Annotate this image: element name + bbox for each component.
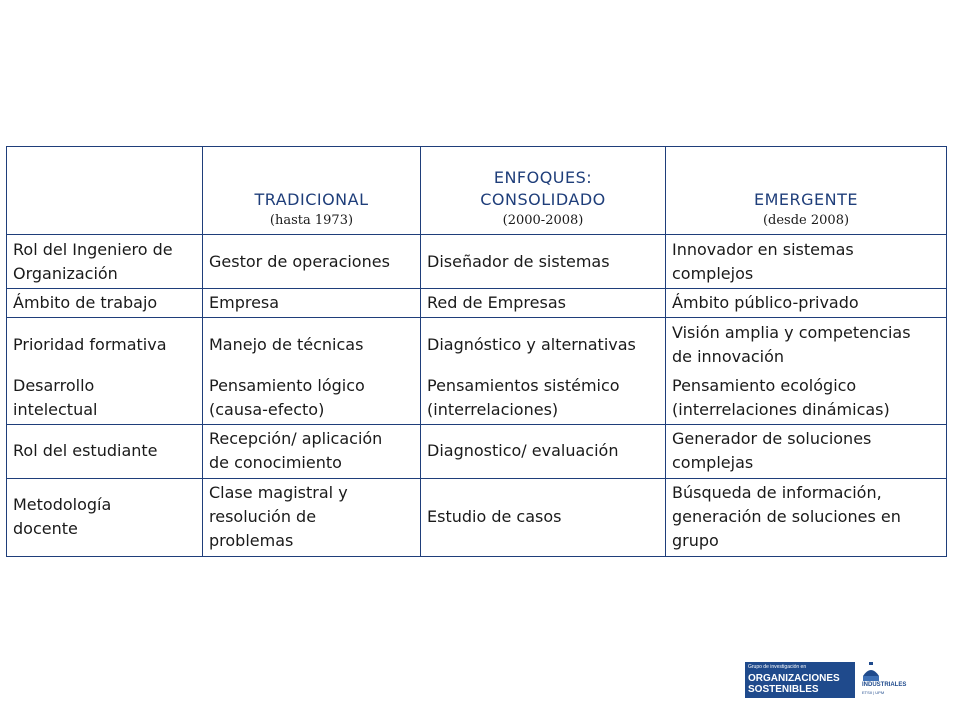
- cell-consolidated: Red de Empresas: [421, 289, 666, 318]
- header-row: [7, 147, 947, 235]
- cell-traditional: Gestor de operaciones: [203, 235, 421, 289]
- logo-line1: ORGANIZACIONES: [748, 673, 840, 684]
- header-traditional: [203, 147, 421, 235]
- cell-traditional: Manejo de técnicas: [203, 318, 421, 372]
- table-row: [7, 478, 947, 556]
- table-row: [7, 235, 947, 289]
- cell-traditional: Clase magistral y resolución de problemas: [203, 478, 421, 556]
- cell-consolidated: Diagnóstico y alternativas: [421, 318, 666, 372]
- cell-traditional: Pensamiento lógico (causa-efecto): [203, 372, 421, 425]
- logo-right-line1: INDUSTRIALES: [862, 682, 907, 688]
- cell-emergent: Ámbito público-privado: [666, 289, 947, 318]
- logo-line2: SOSTENIBLES: [748, 684, 819, 695]
- logo-blue-box: [745, 662, 855, 698]
- cell-consolidated: Diseñador de sistemas: [421, 235, 666, 289]
- header-traditional-title: TRADICIONAL: [254, 190, 369, 209]
- header-emergent-sub: (desde 2008): [762, 213, 850, 228]
- header-consolidated-title: CONSOLIDADO: [480, 190, 606, 209]
- row-label: Rol del Ingeniero de Organización: [7, 235, 203, 289]
- cell-emergent: Innovador en sistemas complejos: [666, 235, 947, 289]
- header-traditional-sub: (hasta 1973): [269, 213, 354, 228]
- cell-emergent: Búsqueda de información, generación de soluciones en grupo: [666, 478, 947, 556]
- cell-consolidated: Pensamientos sistémico (interrelaciones): [421, 372, 666, 425]
- row-label: Metodología docente: [7, 478, 203, 556]
- header-group-label: ENFOQUES:: [493, 168, 593, 187]
- table-row: [7, 289, 947, 318]
- logo-right-line2: ETSII | UPM: [862, 690, 885, 695]
- cell-consolidated: Diagnostico/ evaluación: [421, 424, 666, 478]
- header-consolidated-sub: (2000-2008): [502, 213, 584, 228]
- table-row: [7, 424, 947, 478]
- table-row: [7, 318, 947, 372]
- row-label: Prioridad formativa: [7, 318, 203, 372]
- cell-emergent: Visión amplia y competencias de innovación: [666, 318, 947, 372]
- header-consolidated: [421, 147, 666, 235]
- row-label: Rol del estudiante: [7, 424, 203, 478]
- cell-traditional: Recepción/ aplicación de conocimiento: [203, 424, 421, 478]
- cell-emergent: Pensamiento ecológico (interrelaciones dinámicas): [666, 372, 947, 425]
- logo-small-text: Grupo de investigación en: [748, 664, 807, 670]
- header-emergent: [666, 147, 947, 235]
- row-label: Desarrollo intelectual: [7, 372, 203, 425]
- cell-traditional: Empresa: [203, 289, 421, 318]
- header-empty-cell: [7, 147, 203, 235]
- comparison-table: [6, 146, 947, 557]
- table-row: [7, 372, 947, 425]
- header-emergent-title: EMERGENTE: [754, 190, 858, 209]
- organization-logo: [745, 662, 920, 698]
- row-label: Ámbito de trabajo: [7, 289, 203, 318]
- cell-emergent: Generador de soluciones complejas: [666, 424, 947, 478]
- cell-consolidated: Estudio de casos: [421, 478, 666, 556]
